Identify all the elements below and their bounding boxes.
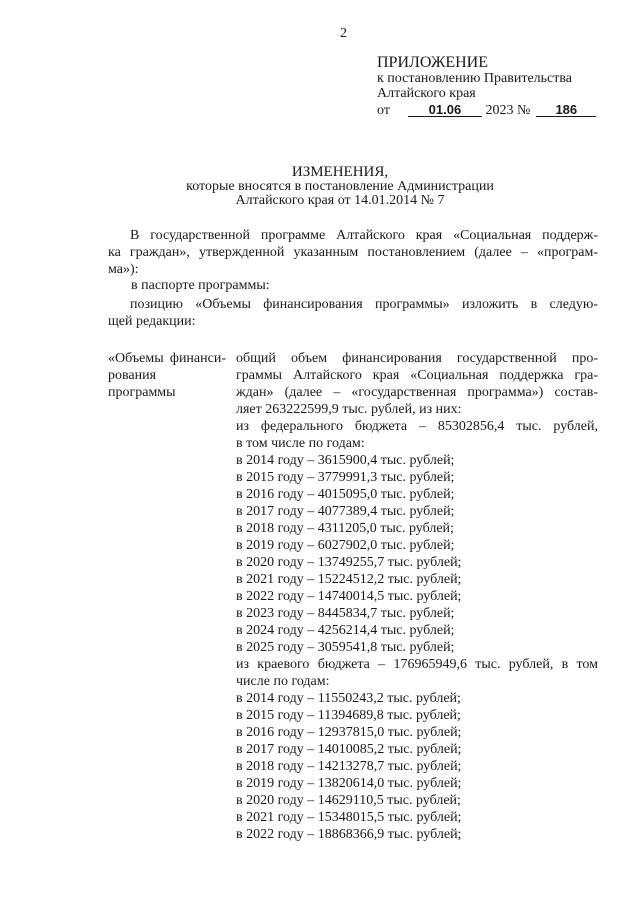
body-line: в 2019 году – 13820614,0 тыс. рублей; [236,776,462,791]
year-number-label: 2023 № [485,103,531,118]
resolution-date: 01.06 [408,103,482,117]
body-line: в 2014 году – 3615900,4 тыс. рублей; [236,453,455,468]
body-line: в 2021 году – 15224512,2 тыс. рублей; [236,572,462,587]
body-line: в 2017 году – 14010085,2 тыс. рублей; [236,742,462,757]
passport-line: в паспорте программы: [131,278,270,293]
body-line: в 2015 году – 11394689,8 тыс. рублей; [236,708,461,723]
from-label: от [377,103,390,118]
body-line: в 2024 году – 4256214,4 тыс. рублей; [236,623,455,638]
body-line: из краевого бюджета – 176965949,6 тыс. рублей, в том [236,657,598,672]
position-line: позицию «Объемы финансирования программы» изложить в следую- [130,297,598,312]
body-line: в том числе по годам: [236,436,365,451]
appendix-line-2: Алтайского края [377,86,476,101]
changes-subheading-1: которые вносятся в постановление Администрации [186,179,494,194]
intro-line: ка граждан», утвержденной указанным постановлением (далее – «програм- [108,245,598,260]
body-line: в 2023 году – 8445834,7 тыс. рублей; [236,606,455,621]
body-line: в 2022 году – 14740014,5 тыс. рублей; [236,589,462,604]
intro-line: В государственной программе Алтайского края «Социальная поддерж- [130,228,598,243]
appendix-title: ПРИЛОЖЕНИЕ [377,54,489,71]
body-line: в 2018 году – 4311205,0 тыс. рублей; [236,521,454,536]
changes-heading: ИЗМЕНЕНИЯ, [291,164,389,180]
position-paragraph [108,296,598,330]
changes-subheading-2: Алтайского края от 14.01.2014 № 7 [235,193,445,208]
appendix-line-1: к постановлению Правительства [377,71,573,86]
body-line: в 2020 году – 14629110,5 тыс. рублей; [236,793,461,808]
body-line: в 2015 году – 3779991,3 тыс. рублей; [236,470,455,485]
body-line: в 2018 году – 14213278,7 тыс. рублей; [236,759,462,774]
position-line: щей редакции: [108,314,196,329]
intro-line: ма»): [108,262,139,277]
body-line: в 2020 году – 13749255,7 тыс. рублей; [236,555,462,570]
body-line: граммы Алтайского края «Социальная поддержка гра- [236,368,598,383]
body-line: общий объем финансирования государственной про- [236,351,598,366]
body-line: из федерального бюджета – 85302856,4 тыс. рублей, [236,419,598,434]
body-line: в 2017 году – 4077389,4 тыс. рублей; [236,504,455,519]
body-line: в 2014 году – 11550243,2 тыс. рублей; [236,691,461,706]
label-line: рования программы [108,368,176,400]
table-row-label [108,350,226,400]
body-line: в 2016 году – 12937815,0 тыс. рублей; [236,725,462,740]
body-line: в 2021 году – 15348015,5 тыс. рублей; [236,810,462,825]
resolution-number: 186 [536,103,596,117]
body-line: в 2016 году – 4015095,0 тыс. рублей; [236,487,455,502]
body-line: в 2019 году – 6027902,0 тыс. рублей; [236,538,455,553]
page-number: 2 [340,26,347,41]
body-line: ждан» (далее – «государственная программа») состав- [236,385,598,400]
table-row-body [236,350,598,843]
body-line: в 2025 году – 3059541,8 тыс. рублей; [236,640,455,655]
intro-paragraph [108,227,598,278]
appendix-date-number-line [377,103,596,118]
label-line: «Объемы финанси- [108,351,226,366]
body-line: ляет 263222599,9 тыс. рублей, из них: [236,402,462,417]
body-line: в 2022 году – 18868366,9 тыс. рублей; [236,827,462,842]
body-line: числе по годам: [236,674,330,689]
